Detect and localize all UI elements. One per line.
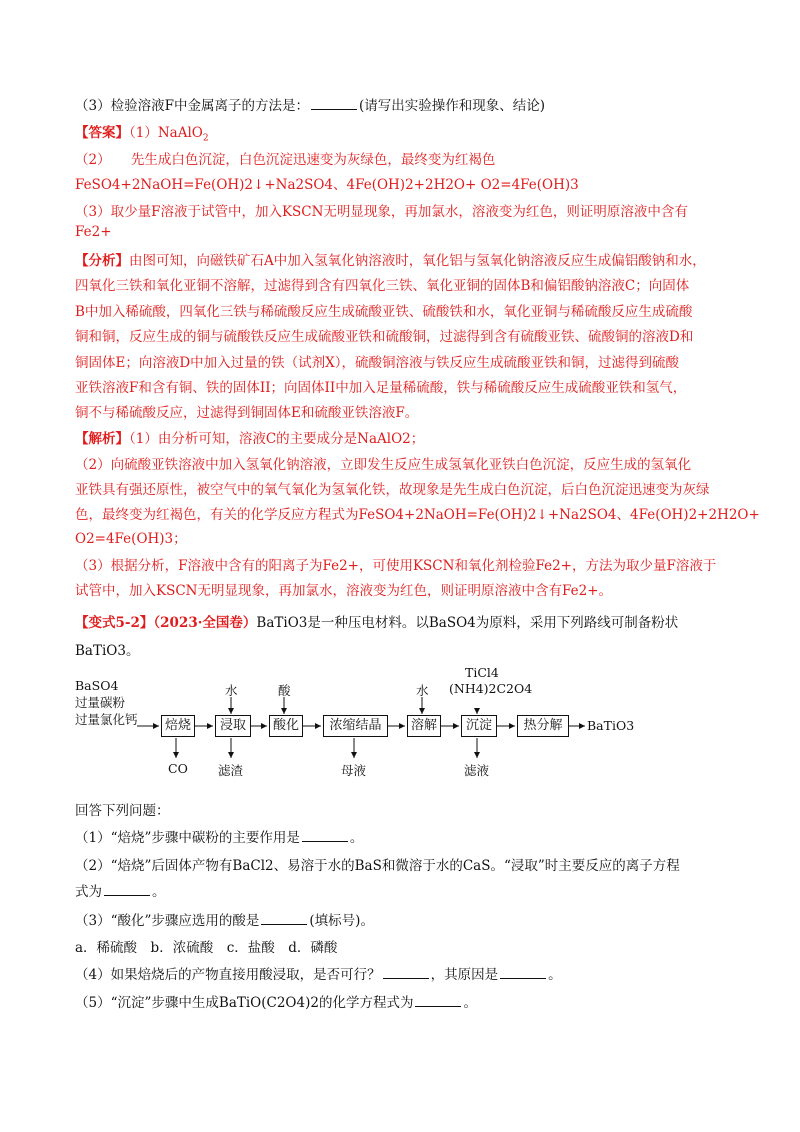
questions-intro: 回答下列问题： — [75, 803, 170, 819]
feed-baso4: BaSO4 — [75, 678, 119, 693]
answer-blank — [311, 97, 357, 110]
step-thermal-decomp: 热分解 — [517, 715, 569, 737]
step-precipitate: 沉淀 — [461, 715, 497, 737]
variant-heading — [75, 611, 678, 631]
answer-2-equation: FeSO4+2NaOH=Fe(OH)2↓+Na2SO4、4Fe(OH)2+2H2O+ O2=4Fe(OH)3 — [75, 177, 579, 193]
answer-2: （2） 先生成白色沉淀，白色沉淀迅速变为灰绿色，最终变为红褐色 — [75, 152, 496, 168]
variant-tag: 【变式5-2】 — [75, 615, 154, 631]
period: 。 — [548, 967, 562, 983]
solution-2-line: 色，最终变为红褐色，有关的化学反应方程式为FeSO4+2NaOH=Fe(OH)2↓+Na2SO4、4Fe(OH)2+2H2O+ — [75, 507, 760, 523]
answer-blank — [302, 829, 348, 842]
solution-2-line: （2）向硫酸亚铁溶液中加入氢氧化钠溶液，立即发生反应生成氢氧化亚铁白色沉淀，反应生成的氢氧化 — [75, 457, 692, 473]
flow-arrows — [75, 671, 735, 811]
question-5 — [75, 991, 477, 1011]
solution-tag: 【解析】 — [75, 431, 129, 447]
answer-3-end: Fe2+ — [75, 224, 112, 240]
q3-suffix: (请写出实验操作和现象、结论) — [358, 98, 546, 114]
feed-materials — [75, 677, 138, 728]
answer-3: （3）取少量F溶液于试管中，加入KSCN无明显现象，再加氯水，溶液变为红色，则证明原溶液中含有 — [75, 204, 688, 220]
question-4 — [75, 963, 562, 983]
question-3b — [75, 909, 374, 929]
answer-blank — [500, 966, 546, 979]
output-co: CO — [168, 761, 188, 776]
solution-3-line: 试管中，加入KSCN无明显现象，再加氯水，溶液变为红色，则证明原溶液中含有Fe2+。 — [75, 583, 612, 599]
question-2-cont — [75, 880, 166, 900]
question-3-options: a．稀硫酸 b．浓硫酸 c．盐酸 d．磷酸 — [75, 940, 338, 956]
question-1 — [75, 826, 363, 846]
output-residue: 滤渣 — [218, 763, 244, 778]
q3-prefix: （3）检验溶液F中金属离子的方法是： — [75, 98, 309, 114]
answer-blank — [415, 994, 461, 1007]
product-label: BaTiO3 — [587, 718, 635, 733]
analysis-line: 铜不与稀硫酸反应，过滤得到铜固体E和硫酸亚铁溶液F。 — [75, 405, 419, 421]
q4-mid: ，其原因是 — [430, 967, 499, 983]
input-oxalate: (NH4)2C2O4 — [449, 681, 533, 696]
input-acid: 酸 — [278, 683, 291, 698]
question-2: （2）“焙烧”后固体产物有BaCl2、易溶于水的BaS和微溶于水的CaS。“浸取”时主要反应的离子方程 — [75, 858, 680, 874]
analysis-line: 铜和铜，反应生成的铜与硫酸铁反应生成硫酸亚铁和硫酸铜，过滤得到含有硫酸亚铁、硫酸铜的溶液D和 — [75, 329, 694, 345]
q3a-suffix: (填标号)。 — [309, 913, 374, 929]
analysis-line-0 — [75, 249, 706, 269]
variant-text: BaTiO3是一种压电材料。以BaSO4为原料，采用下列路线可制备粉状 — [256, 615, 679, 631]
solution-2-line: O2=4Fe(OH)3； — [75, 531, 187, 547]
solution-1: （1）由分析可知，溶液C的主要成分是NaAlO2； — [129, 431, 425, 447]
answer-blank — [104, 883, 150, 896]
analysis-tag: 【分析】 — [75, 253, 129, 269]
analysis-line: 铜固体E；向溶液D中加入过量的铁（试剂X），硫酸铜溶液与铁反应生成硫酸亚铁和铜，过滤得到硫酸 — [75, 355, 680, 371]
step-leach: 浸取 — [215, 715, 251, 737]
output-filtrate: 滤液 — [464, 763, 490, 778]
step-roast: 焙烧 — [161, 715, 195, 737]
answer-blank — [261, 912, 307, 925]
analysis-text: 由图可知，向磁铁矿石A中加入氢氧化钠溶液时，氧化铝与氢氧化钠溶液反应生成偏铝酸钠和水， — [129, 253, 706, 269]
input-ticl4: TiCl4 — [465, 665, 499, 680]
process-flow-diagram — [75, 665, 735, 811]
input-water-1: 水 — [225, 683, 238, 698]
feed-carbon: 过量碳粉 — [75, 695, 126, 710]
variant-source: （2023·全国卷） — [153, 615, 257, 631]
analysis-line: 亚铁溶液F和含有铜、铁的固体II；向固体II中加入足量稀硫酸，铁与稀硫酸反应生成硫酸亚铁和氢气， — [75, 380, 687, 396]
solution-line-1 — [75, 427, 424, 447]
period: 。 — [463, 995, 477, 1011]
feed-cacl2: 过量氯化钙 — [75, 712, 138, 727]
analysis-line: 四氧化三铁和氧化亚铜不溶解，过滤得到含有四氧化三铁、氧化亚铜的固体B和偏铝酸钠溶液C；向固体 — [75, 278, 690, 294]
period: 。 — [152, 884, 166, 900]
step-acidify: 酸化 — [269, 715, 303, 737]
solution-3-line: （3）根据分析，F溶液中含有的阳离子为Fe2+，可使用KSCN和氧化剂检验Fe2+，方法为取少量F溶液于 — [75, 558, 717, 574]
q3a-text: （3）“酸化”步骤应选用的酸是 — [75, 913, 260, 929]
answer-blank — [383, 966, 429, 979]
analysis-line: B中加入稀硫酸，四氧化三铁与稀硫酸反应生成硫酸亚铁、硫酸铁和水，氧化亚铜与稀硫酸反应生成硫酸 — [75, 304, 693, 320]
q2b-text: 式为 — [75, 884, 102, 900]
step-concentrate: 浓缩结晶 — [323, 715, 388, 737]
solution-2-line: 亚铁具有强还原性，被空气中的氧气氧化为氢氧化铁，故现象是先生成白色沉淀，后白色沉淀迅速变为灰绿 — [75, 482, 710, 498]
step-dissolve: 溶解 — [407, 715, 441, 737]
period: 。 — [349, 830, 364, 846]
question-3 — [75, 94, 545, 114]
answer-1: （1）NaAlO — [129, 125, 203, 141]
q4-text: （4）如果焙烧后的产物直接用酸浸取，是否可行？ — [75, 967, 381, 983]
output-mother-liquor: 母液 — [341, 763, 367, 778]
q5-text: （5）“沉淀”步骤中生成BaTiO(C2O4)2的化学方程式为 — [75, 995, 414, 1011]
input-water-2: 水 — [416, 683, 429, 698]
q1-text: （1）“焙烧”步骤中碳粉的主要作用是 — [75, 830, 300, 846]
answer-line-1: 【答案】（1）NaAlO$_2$ — [75, 125, 209, 144]
answer-tag: 【答案】 — [75, 125, 129, 141]
variant-text-2: BaTiO3。 — [75, 643, 140, 659]
